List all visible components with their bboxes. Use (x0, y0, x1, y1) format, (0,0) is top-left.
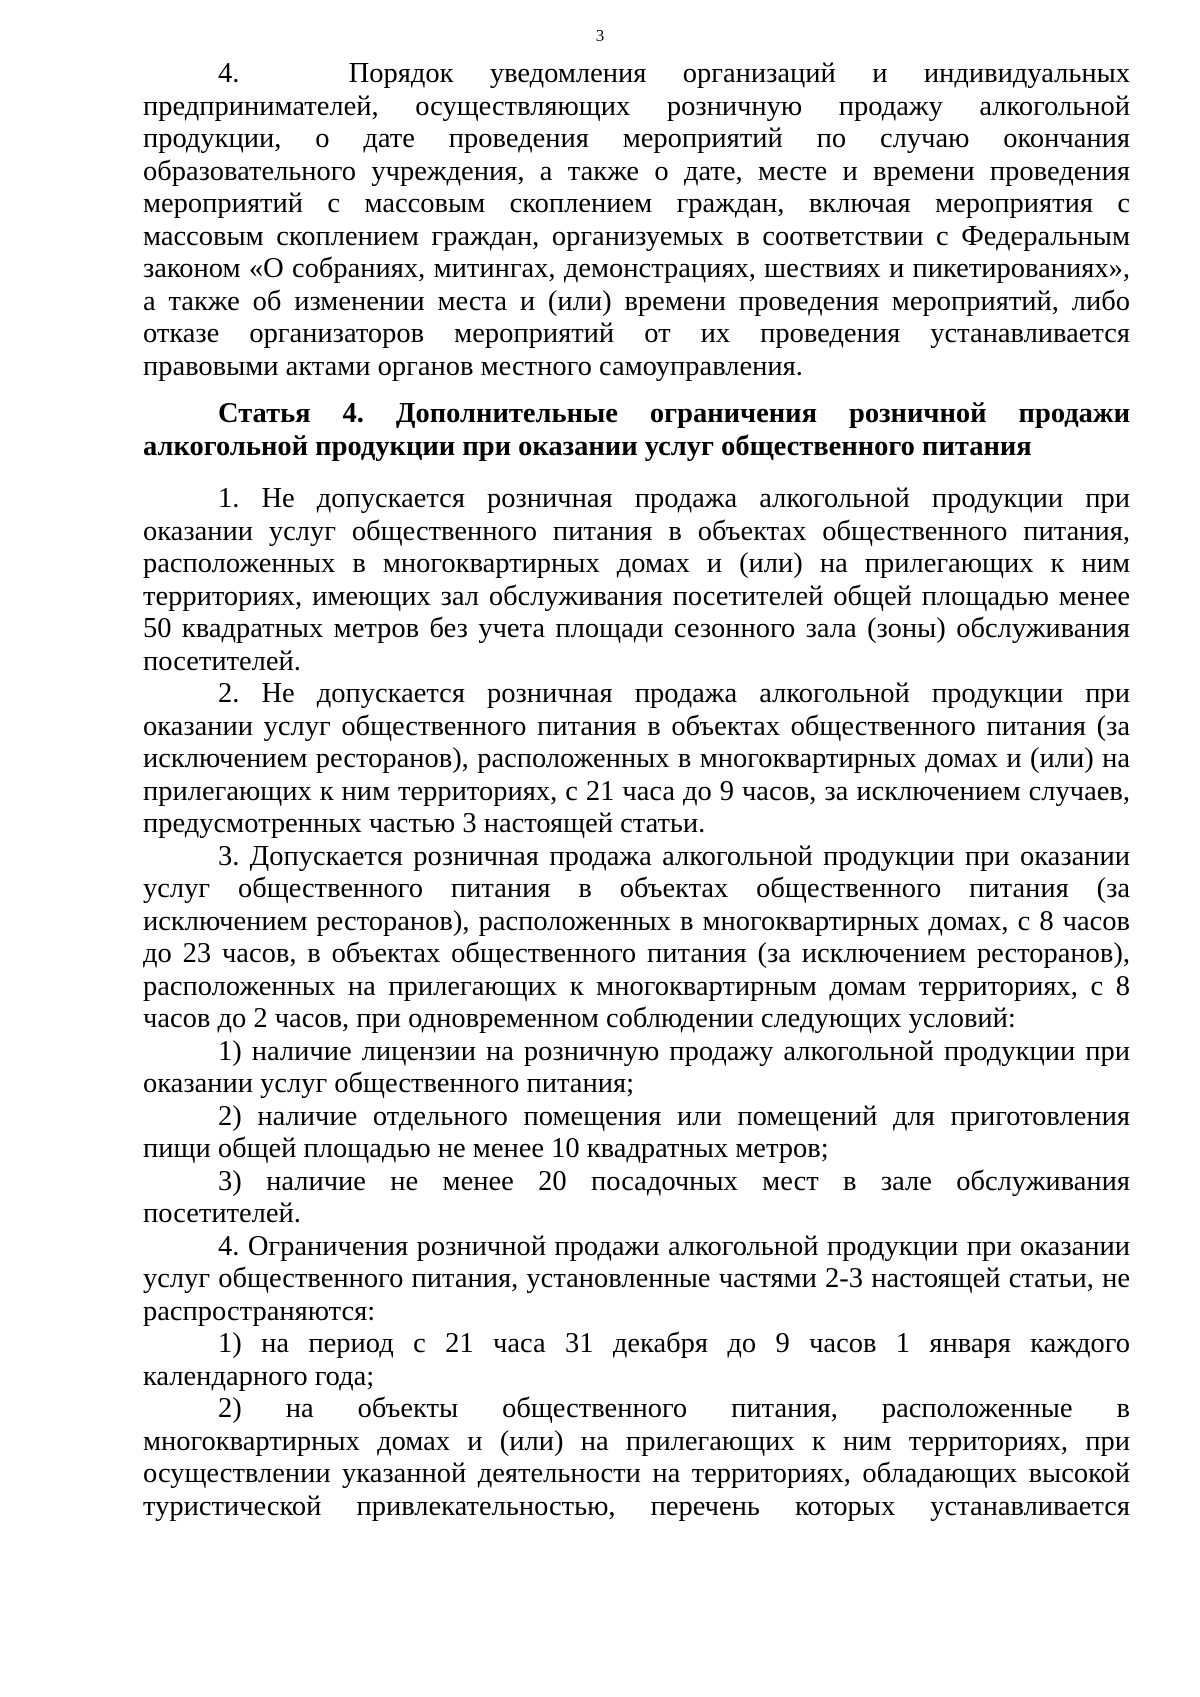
paragraph-part-2: 2. Не допускается розничная продажа алкогольной продукции при оказании услуг общественного питания в объектах общественного питания (за исключением ресторанов), расположенных в многоквартирных домах и (или) на прилегающих к ним территориях, с 21 часа до 9 часов, за исключением случаев, предусмотренных частью 3 настоящей статьи. (143, 678, 1130, 839)
paragraph-part-4: 4. Ограничения розничной продажи алкогольной продукции при оказании услуг общественного питания, установленные частями 2-3 настоящей статьи, не распространяются: (143, 1230, 1130, 1327)
paragraph-condition-2: 2) наличие отдельного помещения или помещений для приготовления пищи общей площадью не менее 10 квадратных метров; (143, 1100, 1130, 1164)
paragraph-exception-2: 2) на объекты общественного питания, расположенные в многоквартирных домах и (или) на прилегающих к ним территориях, при осуществлении указанной деятельности на территориях, обладающих высокой туристической привлекательностью, перечень которых устанавливается (143, 1393, 1130, 1522)
paragraph-notification-procedure: 4. Порядок уведомления организаций и индивидуальных предпринимателей, осуществляющих розничную продажу алкогольной продукции, о дате проведения мероприятий по случаю окончания образовательного учреждения, а также о дате, месте и времени проведения мероприятий с массовым скоплением граждан, включая мероприятия с массовым скоплением граждан, организуемых в соответствии с Федеральным законом «О собраниях, митингах, демонстрациях, шествиях и пикетированиях», а также об изменении места и (или) времени проведения мероприятий, либо отказе организаторов мероприятий от их проведения устанавливается правовыми актами органов местного самоуправления. (143, 58, 1130, 382)
paragraph-exception-1: 1) на период с 21 часа 31 декабря до 9 часов 1 января каждого календарного года; (143, 1328, 1130, 1392)
paragraph-condition-1: 1) наличие лицензии на розничную продажу алкогольной продукции при оказании услуг общественного питания; (143, 1035, 1130, 1099)
article-4-heading: Статья 4. Дополнительные ограничения розничной продажи алкогольной продукции при оказании услуг общественного питания (143, 398, 1130, 462)
paragraph-condition-3: 3) наличие не менее 20 посадочных мест в зале обслуживания посетителей. (143, 1165, 1130, 1229)
paragraph-part-1: 1. Не допускается розничная продажа алкогольной продукции при оказании услуг общественного питания в объектах общественного питания, расположенных в многоквартирных домах и (или) на прилегающих к ним территориях, имеющих зал обслуживания посетителей общей площадью менее 50 квадратных метров без учета площади сезонного зала (зоны) обслуживания посетителей. (143, 483, 1130, 677)
page-number: 3 (595, 26, 605, 45)
document-body (143, 58, 1130, 1523)
paragraph-part-3: 3. Допускается розничная продажа алкогольной продукции при оказании услуг общественного питания в объектах общественного питания (за исключением ресторанов), расположенных в многоквартирных домах, с 8 часов до 23 часов, в объектах общественного питания (за исключением ресторанов), расположенных на прилегающих к многоквартирным домам территориях, с 8 часов до 2 часов, при одновременном соблюдении следующих условий: (143, 840, 1130, 1034)
